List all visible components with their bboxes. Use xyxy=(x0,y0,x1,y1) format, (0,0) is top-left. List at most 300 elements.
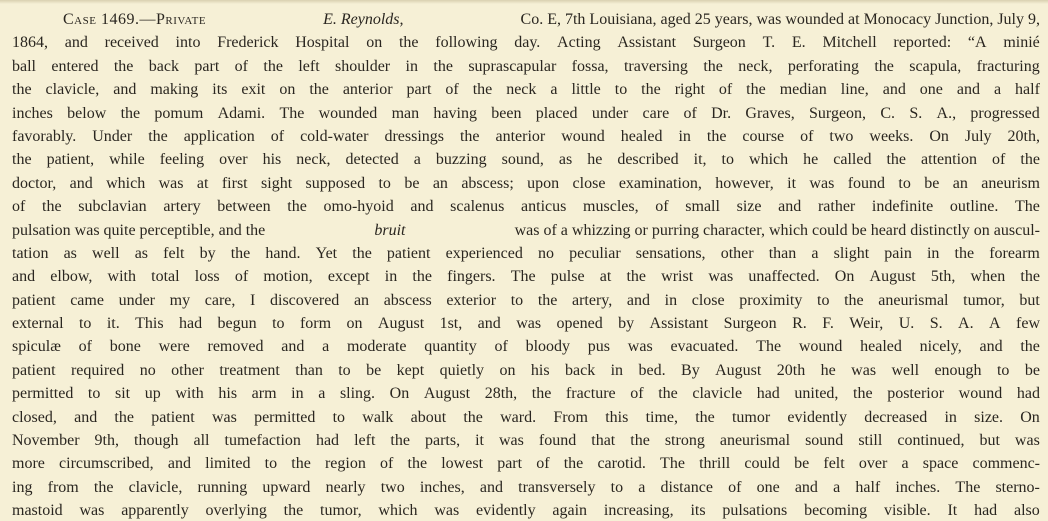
word: to xyxy=(378,174,391,192)
word: to xyxy=(272,315,285,333)
word: Graves, xyxy=(745,104,795,122)
word: the xyxy=(658,385,678,403)
word: external xyxy=(12,315,64,333)
word: was xyxy=(851,361,877,379)
word: commenc- xyxy=(972,455,1040,473)
word: other xyxy=(171,361,204,379)
word: of xyxy=(234,57,248,75)
word: sit xyxy=(114,385,131,403)
word: subclavian xyxy=(78,198,147,216)
word: evidently xyxy=(787,408,847,426)
word: over xyxy=(219,151,248,169)
word: space xyxy=(922,455,959,473)
word: muscles, xyxy=(583,198,639,216)
text-line xyxy=(12,148,1040,171)
word: care, xyxy=(204,291,236,309)
word: The xyxy=(660,455,685,473)
word: E. xyxy=(791,34,806,52)
word: A xyxy=(989,315,1001,333)
word: following xyxy=(435,34,498,52)
word: shoulder xyxy=(335,57,391,75)
word: buzzing xyxy=(435,151,487,169)
word: Acting xyxy=(557,34,601,52)
text-line xyxy=(12,359,1040,382)
word: day. xyxy=(514,34,541,52)
word: evidently xyxy=(476,502,536,520)
word: be xyxy=(794,455,810,473)
word: ward. xyxy=(500,408,537,426)
word: as xyxy=(558,151,573,169)
word: healed xyxy=(620,127,663,145)
word: on xyxy=(366,34,383,52)
word: the xyxy=(263,57,283,75)
word: Under xyxy=(92,127,133,145)
word: aneurismal xyxy=(719,432,791,450)
word: suprascapular xyxy=(468,57,557,75)
word: R. xyxy=(792,315,807,333)
word: doctor, xyxy=(12,174,57,192)
word: well xyxy=(891,361,920,379)
word: on xyxy=(279,81,296,99)
word: be xyxy=(366,361,382,379)
word: had xyxy=(315,432,340,450)
word: The xyxy=(955,478,981,496)
word: inches, xyxy=(419,478,465,496)
word: wrist xyxy=(661,268,694,286)
word: the xyxy=(472,81,493,99)
word: thrill xyxy=(699,455,731,473)
word: and xyxy=(12,268,36,286)
word: the xyxy=(630,432,650,450)
word: the xyxy=(703,57,723,75)
word: region xyxy=(324,455,366,473)
word: he xyxy=(587,151,603,169)
word: its xyxy=(690,502,706,520)
word: neck xyxy=(506,81,537,99)
word: was xyxy=(434,502,460,520)
word: with xyxy=(107,268,136,286)
text-segment: Co. E, 7th Louisiana, aged 25 years, was wounded at Monocacy Junction, July 9, xyxy=(520,11,1040,28)
text-line xyxy=(12,242,1040,265)
word: cold-water xyxy=(300,127,369,145)
word: and xyxy=(69,174,93,192)
word: it xyxy=(475,432,484,450)
word: fingers. xyxy=(447,268,496,286)
word: to xyxy=(817,291,830,309)
word: his xyxy=(530,361,550,379)
word: exit xyxy=(241,81,266,99)
word: the xyxy=(641,81,661,99)
word: 9th, xyxy=(94,432,119,450)
word: On xyxy=(389,385,410,403)
word: pus xyxy=(587,338,611,356)
word: dressings xyxy=(384,127,444,145)
word: upward xyxy=(262,478,311,496)
word: wound xyxy=(561,127,605,145)
word: On xyxy=(1020,408,1040,426)
word: also xyxy=(1013,502,1040,520)
word: It xyxy=(947,502,958,520)
word: August xyxy=(715,361,762,379)
word: wound xyxy=(798,338,843,356)
word: to xyxy=(614,81,628,99)
text-line xyxy=(12,335,1040,358)
text-segment xyxy=(12,172,1040,195)
word: in xyxy=(610,361,624,379)
text-segment xyxy=(12,289,1040,312)
text-line xyxy=(12,8,1040,31)
word: transversely xyxy=(518,478,596,496)
word: forearm xyxy=(989,244,1040,262)
word: which xyxy=(378,502,418,520)
word: I xyxy=(250,291,256,309)
word: felt xyxy=(823,455,845,473)
word: having xyxy=(433,104,477,122)
word: quantity xyxy=(424,338,477,356)
word: called xyxy=(833,151,872,169)
word: sterno- xyxy=(995,478,1040,496)
word: more xyxy=(12,455,45,473)
word: Surgeon xyxy=(723,315,777,333)
word: and xyxy=(979,338,1003,356)
word: closed, xyxy=(12,408,57,426)
word: over xyxy=(858,455,888,473)
word: in xyxy=(664,291,678,309)
word: omo-hyoid xyxy=(323,198,394,216)
word: of xyxy=(630,385,644,403)
word: ball xyxy=(12,57,36,75)
word: outline. xyxy=(949,198,999,216)
word: of xyxy=(12,198,26,216)
word: Adami. xyxy=(217,104,266,122)
text-line xyxy=(12,102,1040,125)
word: total xyxy=(151,268,180,286)
word: of xyxy=(655,198,669,216)
word: that xyxy=(591,432,616,450)
word: the xyxy=(309,81,329,99)
word: 28th, xyxy=(484,385,518,403)
word: the xyxy=(114,408,134,426)
word: Yet xyxy=(315,244,338,262)
word: an xyxy=(353,291,370,309)
word: no xyxy=(139,361,156,379)
text-line xyxy=(12,265,1040,288)
word: permitted xyxy=(12,385,74,403)
word: neck, xyxy=(296,151,331,169)
word: the xyxy=(626,268,646,286)
word: on xyxy=(346,315,363,333)
italic-term: bruit xyxy=(374,221,406,239)
word: strong xyxy=(664,432,705,450)
word: been xyxy=(491,104,522,122)
word: supposed xyxy=(305,174,366,192)
word: aneurismal xyxy=(878,291,949,309)
word: S. xyxy=(929,315,943,333)
word: size xyxy=(736,198,762,216)
word: the xyxy=(1020,268,1040,286)
word: to xyxy=(338,361,351,379)
word: U. xyxy=(898,315,915,333)
word: to xyxy=(898,174,911,192)
word: running xyxy=(197,478,248,496)
word: close xyxy=(572,174,606,192)
word: anterior xyxy=(495,127,546,145)
word: found xyxy=(847,174,886,192)
word: application xyxy=(183,127,255,145)
word: the xyxy=(93,478,114,496)
text-line xyxy=(12,289,1040,312)
text-line xyxy=(12,195,1040,218)
word: slight xyxy=(833,244,870,262)
text-line xyxy=(12,452,1040,475)
word: the xyxy=(886,151,907,169)
text-segment xyxy=(12,406,1040,429)
word: of xyxy=(536,455,550,473)
word: the xyxy=(563,455,584,473)
word: and xyxy=(113,81,137,99)
word: his xyxy=(262,151,282,169)
word: feeling xyxy=(159,151,205,169)
word: continued, xyxy=(897,432,965,450)
word: favorably. xyxy=(12,127,77,145)
word: of xyxy=(800,127,814,145)
word: the xyxy=(531,385,552,403)
word: the xyxy=(463,408,483,426)
word: the xyxy=(390,432,410,450)
word: to xyxy=(996,361,1010,379)
word: time, xyxy=(645,408,678,426)
word: when xyxy=(970,268,1006,286)
word: of xyxy=(992,151,1006,169)
text-segment xyxy=(12,452,1040,475)
word: moderate xyxy=(346,338,407,356)
word: was xyxy=(79,502,105,520)
word: November xyxy=(12,432,80,450)
word: two xyxy=(829,127,854,145)
word: than xyxy=(295,361,323,379)
word: 5th, xyxy=(930,268,956,286)
word: the xyxy=(230,244,251,262)
word: minié xyxy=(1003,34,1040,52)
text-segment xyxy=(12,31,1040,54)
text-segment: was of a whizzing or purring character, which could be heard distinctly on auscul- xyxy=(514,221,1040,239)
word: half xyxy=(855,478,881,496)
word: of xyxy=(718,81,733,99)
word: discovered xyxy=(270,291,340,309)
word: Hospital xyxy=(295,34,350,52)
word: as xyxy=(63,244,77,262)
word: patient xyxy=(386,244,431,262)
word: the xyxy=(352,244,372,262)
word: becoming xyxy=(804,502,868,520)
word: be xyxy=(404,174,420,192)
word: came xyxy=(70,291,104,309)
word: anterior xyxy=(342,81,393,99)
word: By xyxy=(681,361,700,379)
text-line xyxy=(12,125,1040,148)
word: A. xyxy=(958,315,974,333)
word: walk xyxy=(362,408,394,426)
text-line xyxy=(12,219,1040,242)
word: the xyxy=(844,291,864,309)
word: enough xyxy=(934,361,982,379)
word: permitted xyxy=(254,408,316,426)
word: of xyxy=(445,81,459,99)
word: and xyxy=(477,315,501,333)
word: wound xyxy=(958,385,1003,403)
word: clavicle, xyxy=(128,478,183,496)
word: traversing xyxy=(623,57,688,75)
word: half xyxy=(1015,81,1040,99)
word: right xyxy=(674,81,705,99)
word: quietly xyxy=(439,361,485,379)
word: part xyxy=(497,455,523,473)
text-line xyxy=(12,312,1040,335)
word: increasing, xyxy=(603,502,674,520)
word: and xyxy=(882,81,906,99)
word: had xyxy=(974,502,998,520)
word: to xyxy=(332,408,346,426)
word: anticus xyxy=(521,198,567,216)
word: 20th xyxy=(776,361,806,379)
word: sling. xyxy=(339,385,376,403)
word: upon xyxy=(527,174,560,192)
word: pain xyxy=(884,244,912,262)
text-line xyxy=(12,429,1040,452)
word: be xyxy=(924,174,940,192)
word: artery xyxy=(163,198,201,216)
word: detected xyxy=(345,151,399,169)
word: the xyxy=(12,151,32,169)
word: a xyxy=(638,478,646,496)
word: care xyxy=(642,104,670,122)
word: had xyxy=(1016,385,1040,403)
text-segment xyxy=(12,335,1040,358)
word: man xyxy=(391,104,420,122)
word: a xyxy=(550,81,558,99)
word: but xyxy=(979,432,1000,450)
word: perforating xyxy=(787,57,859,75)
word: the xyxy=(954,244,975,262)
word: distance xyxy=(660,478,713,496)
text-segment xyxy=(12,265,1040,288)
word: neck, xyxy=(738,57,773,75)
word: clavicle xyxy=(692,385,743,403)
word: described xyxy=(617,151,679,169)
word: were xyxy=(158,338,190,356)
word: a xyxy=(901,455,909,473)
word: it. xyxy=(106,315,120,333)
word: close xyxy=(691,291,725,309)
word: was xyxy=(211,408,237,426)
word: left xyxy=(298,57,320,75)
word: lowest xyxy=(441,455,484,473)
word: patient, xyxy=(46,151,95,169)
text-segment xyxy=(12,429,1040,452)
word: On xyxy=(834,268,855,286)
word: below xyxy=(67,104,107,122)
word: fracturing xyxy=(976,57,1040,75)
word: the xyxy=(291,455,311,473)
word: spiculæ xyxy=(12,338,61,356)
word: fossa, xyxy=(571,57,609,75)
text-segment xyxy=(12,195,1040,218)
word: was xyxy=(708,268,734,286)
word: weeks. xyxy=(869,127,914,145)
word: C. xyxy=(880,104,896,122)
word: Assistant xyxy=(649,315,709,333)
text-segment xyxy=(12,242,1040,265)
word: to xyxy=(510,291,524,309)
word: to xyxy=(721,151,734,169)
text-segment xyxy=(12,312,1040,335)
word: all xyxy=(193,432,210,450)
word: limited xyxy=(205,455,251,473)
word: July xyxy=(964,127,992,145)
word: my xyxy=(169,291,191,309)
text-segment xyxy=(12,476,1040,499)
word: up xyxy=(144,385,161,403)
word: in xyxy=(926,244,940,262)
word: inches. xyxy=(895,478,941,496)
word: August xyxy=(869,268,916,286)
word: and xyxy=(410,198,434,216)
word: this xyxy=(605,408,629,426)
word: to xyxy=(87,385,101,403)
word: had xyxy=(179,315,203,333)
word: the xyxy=(1020,151,1040,169)
word: the xyxy=(287,198,307,216)
word: was xyxy=(1014,432,1040,450)
word: and xyxy=(794,478,818,496)
word: The xyxy=(279,104,305,122)
word: be xyxy=(1024,361,1040,379)
word: while xyxy=(109,151,145,169)
word: aneurism xyxy=(981,174,1040,192)
word: examination, xyxy=(618,174,702,192)
word: the xyxy=(283,502,304,520)
word: the xyxy=(398,34,419,52)
word: could xyxy=(744,455,780,473)
word: was xyxy=(627,338,653,356)
word: entered xyxy=(51,57,99,75)
word: From xyxy=(553,408,588,426)
word: evacuated. xyxy=(670,338,739,356)
word: nicely, xyxy=(919,338,962,356)
word: a xyxy=(833,478,841,496)
text-segment xyxy=(12,125,1040,148)
word: circumscribed, xyxy=(59,455,154,473)
word: and xyxy=(956,81,980,99)
word: placed xyxy=(535,104,578,122)
word: patient xyxy=(12,291,56,309)
word: and xyxy=(74,408,98,426)
word: the xyxy=(113,57,134,75)
patient-name: E. Reynolds, xyxy=(323,11,404,28)
word: at xyxy=(196,174,209,192)
word: decreased xyxy=(864,408,928,426)
word: tumor, xyxy=(320,502,362,520)
word: which xyxy=(749,151,789,169)
word: nearly xyxy=(325,478,366,496)
word: Frederick xyxy=(217,34,279,52)
word: to xyxy=(264,455,278,473)
word: hand. xyxy=(265,244,301,262)
word: of xyxy=(270,127,285,145)
word: its xyxy=(212,81,228,99)
word: opened xyxy=(556,315,603,333)
text-line xyxy=(12,172,1040,195)
